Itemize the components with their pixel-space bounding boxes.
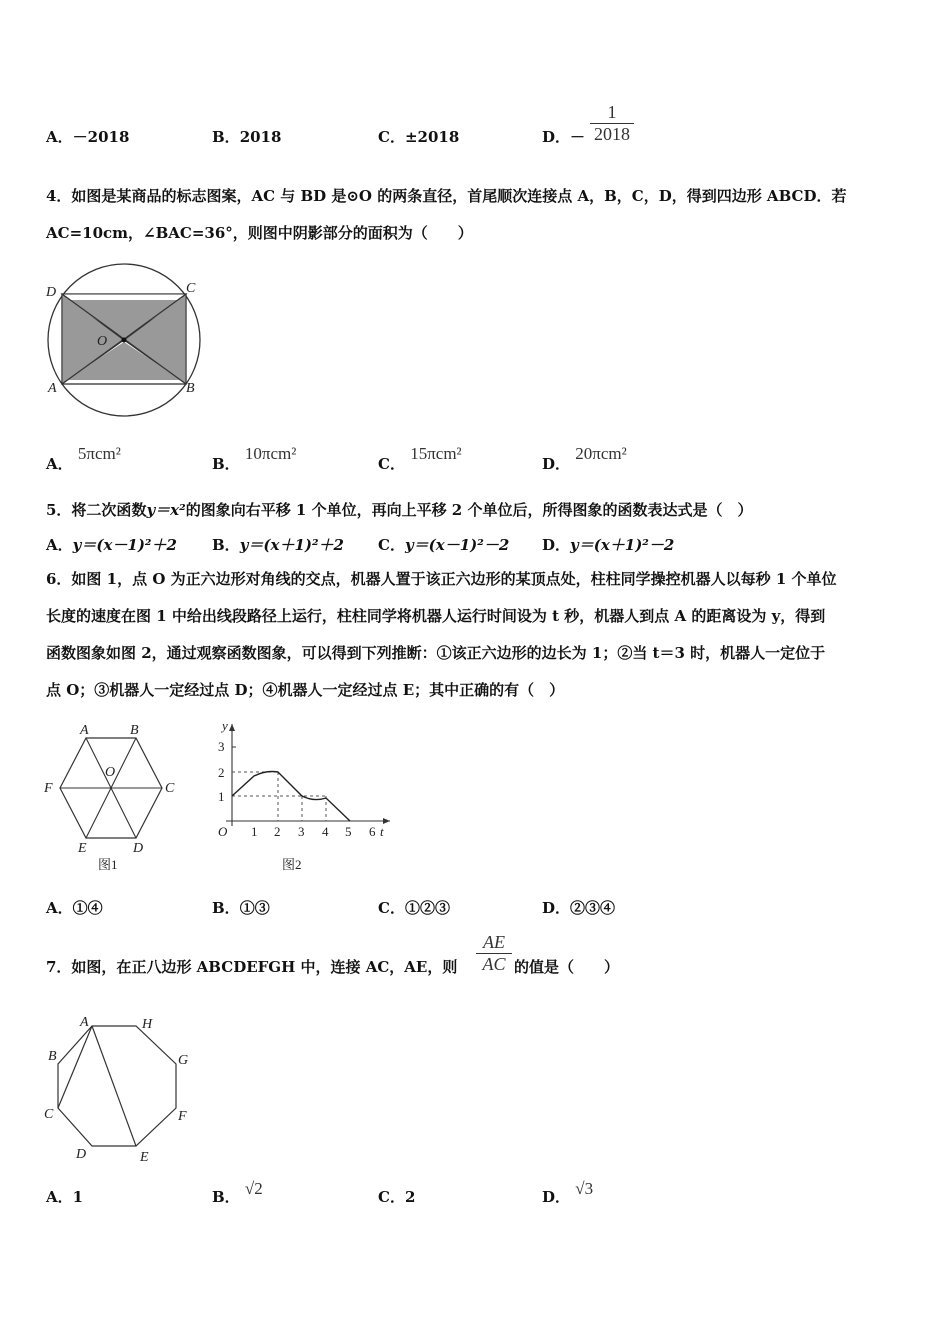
q7-option-c[interactable] (378, 1187, 415, 1207)
q4-option-a[interactable] (46, 444, 121, 474)
q6-option-a[interactable] (46, 898, 103, 918)
q5-option-b[interactable] (212, 535, 344, 555)
option-text: 15πcm² (410, 444, 462, 463)
label-b: B (48, 1049, 57, 1064)
option-letter: B． (212, 128, 240, 146)
option-letter: A． (46, 536, 73, 554)
option-letter: D． (542, 536, 571, 554)
x-tick-1: 1 (251, 824, 258, 839)
option-text: 1 (72, 1188, 84, 1206)
q7-octagon-figure (40, 1008, 200, 1168)
option-text: ②③④ (570, 899, 616, 917)
q5-option-d[interactable] (542, 535, 674, 555)
figure-caption: 图1 (98, 857, 118, 872)
option-text: 20πcm² (575, 444, 627, 463)
q6-stem-line2: 长度的速度在图 1 中给出线段路径上运行，柱柱同学将机器人运行时间设为 t 秒，机器人到点 A 的距离设为 y，得到 (46, 607, 826, 625)
option-text: y＝(x－1)²－2 (404, 536, 510, 554)
label-g: G (178, 1053, 189, 1068)
option-letter: A． (46, 1188, 73, 1206)
option-letter: A． (46, 128, 73, 146)
q6-graph-figure (210, 718, 400, 878)
q3-option-d[interactable] (542, 127, 585, 147)
option-letter: C． (378, 455, 405, 473)
q5-option-c[interactable] (378, 535, 509, 555)
label-h: H (142, 1017, 153, 1032)
option-letter: C． (378, 1188, 405, 1206)
fraction-denominator: 2018 (594, 124, 630, 144)
label-b: B (186, 381, 195, 396)
option-letter: D． (542, 128, 571, 146)
option-letter: A． (46, 455, 73, 473)
label-d: D (76, 1147, 87, 1162)
y-tick-1: 1 (218, 789, 225, 804)
option-text: y＝(x－1)²＋2 (72, 536, 177, 554)
option-letter: C． (378, 128, 405, 146)
x-axis-arrow (383, 818, 390, 824)
option-letter: B． (212, 536, 240, 554)
label-a: A (48, 381, 57, 396)
option-text: ①②③ (404, 899, 450, 917)
q5-stem-post: 的图象向右平移 1 个单位，再向上平移 2 个单位后，所得图象的函数表达式是（ ） (185, 501, 753, 519)
option-text: 2018 (239, 128, 282, 146)
option-text: √3 (575, 1179, 594, 1198)
q7-option-a[interactable] (46, 1187, 83, 1207)
q4-option-b[interactable] (212, 444, 297, 474)
option-sign: － (570, 128, 586, 146)
q7-stem-post: 的值是（ ） (514, 958, 620, 976)
q3-option-b[interactable] (212, 127, 281, 147)
q4-stem-line2: AC=10cm，∠BAC=36°，则图中阴影部分的面积为（ ） (46, 224, 473, 242)
fraction-denominator: AC (482, 954, 506, 974)
q7-stem-pre: 7．如图，在正八边形 ABCDEFGH 中，连接 AC，AE，则 (46, 958, 458, 976)
q6-option-c[interactable] (378, 898, 450, 918)
label-o: O (97, 334, 108, 349)
octagon (58, 1026, 176, 1146)
option-text: 2 (404, 1188, 416, 1206)
q4-option-c[interactable] (378, 444, 462, 474)
option-letter: B． (212, 455, 240, 473)
option-letter: D． (542, 455, 571, 473)
option-letter: D． (542, 899, 571, 917)
y-tick-3: 3 (218, 739, 225, 754)
label-d: D (133, 841, 144, 856)
q6-stem-line3: 函数图象如图 2，通过观察函数图象，可以得到下列推断：①该正六边形的边长为 1；②当 t＝3 时，机器人一定位于 (46, 644, 826, 662)
q7-fraction (476, 932, 512, 975)
q6-stem-line1: 6．如图 1，点 O 为正六边形对角线的交点，机器人置于该正六边形的某顶点处，柱柱同学操控机器人以每秒 1 个单位 (46, 570, 837, 588)
option-letter: A． (46, 899, 73, 917)
segment-ac (58, 1026, 92, 1108)
x-tick-6: 6 (369, 824, 376, 839)
option-text: 10πcm² (244, 444, 297, 463)
fraction-numerator: AE (483, 932, 505, 952)
q6-option-d[interactable] (542, 898, 615, 918)
label-f: F (178, 1109, 187, 1124)
option-text: ①④ (72, 899, 103, 917)
x-axis-label: t (380, 824, 384, 839)
label-o: O (105, 765, 116, 780)
q6-stem-line4: 点 O；③机器人一定经过点 D；④机器人一定经过点 E；其中正确的有（ ） (46, 681, 565, 699)
label-d: D (46, 285, 57, 300)
q3-option-d-fraction (590, 102, 634, 145)
segment-ae (92, 1026, 136, 1146)
q7-option-b[interactable] (212, 1179, 263, 1207)
y-axis-label: y (222, 718, 228, 733)
fraction-numerator: 1 (607, 102, 617, 122)
label-f: F (44, 781, 53, 796)
q7-option-d[interactable] (542, 1179, 594, 1207)
option-text: ①③ (239, 899, 270, 917)
q4-stem-line1: 4．如图是某商品的标志图案，AC 与 BD 是⊙O 的两条直径，首尾顺次连接点 A，B，C，D，得到四边形 ABCD．若 (46, 187, 847, 205)
q5-option-a[interactable] (46, 535, 177, 555)
q6-option-b[interactable] (212, 898, 270, 918)
q5-stem-function: y＝x² (146, 501, 186, 519)
q6-hexagon-figure (40, 718, 190, 878)
option-text: y＝(x＋1)²＋2 (239, 536, 344, 554)
label-e: E (140, 1150, 149, 1165)
q5-stem-pre: 5．将二次函数 (46, 501, 147, 519)
y-tick-2: 2 (218, 765, 225, 780)
x-tick-5: 5 (345, 824, 352, 839)
option-letter: B． (212, 899, 240, 917)
function-curve (232, 772, 350, 822)
origin-label: O (218, 824, 228, 839)
option-text: －2018 (72, 128, 130, 146)
option-letter: B． (212, 1188, 240, 1206)
q4-circle-figure (40, 260, 210, 420)
option-text: y＝(x＋1)²－2 (570, 536, 675, 554)
option-text: ±2018 (404, 128, 460, 146)
x-tick-3: 3 (298, 824, 305, 839)
x-tick-2: 2 (274, 824, 281, 839)
q3-option-a[interactable] (46, 127, 129, 147)
x-tick-4: 4 (322, 824, 329, 839)
label-b: B (130, 723, 139, 738)
figure-caption: 图2 (282, 857, 302, 872)
q4-option-d[interactable] (542, 444, 627, 474)
option-text: √2 (244, 1179, 263, 1198)
center-point (122, 338, 127, 343)
y-axis-arrow (229, 724, 235, 731)
label-c: C (165, 781, 175, 796)
label-a: A (80, 1015, 89, 1030)
option-letter: C． (378, 536, 405, 554)
option-letter: D． (542, 1188, 571, 1206)
option-letter: C． (378, 899, 405, 917)
label-c: C (186, 281, 196, 296)
q3-option-c[interactable] (378, 127, 459, 147)
label-a: A (80, 723, 89, 738)
label-c: C (44, 1107, 54, 1122)
label-e: E (78, 841, 87, 856)
option-text: 5πcm² (77, 444, 121, 463)
q5-stem (46, 500, 752, 520)
